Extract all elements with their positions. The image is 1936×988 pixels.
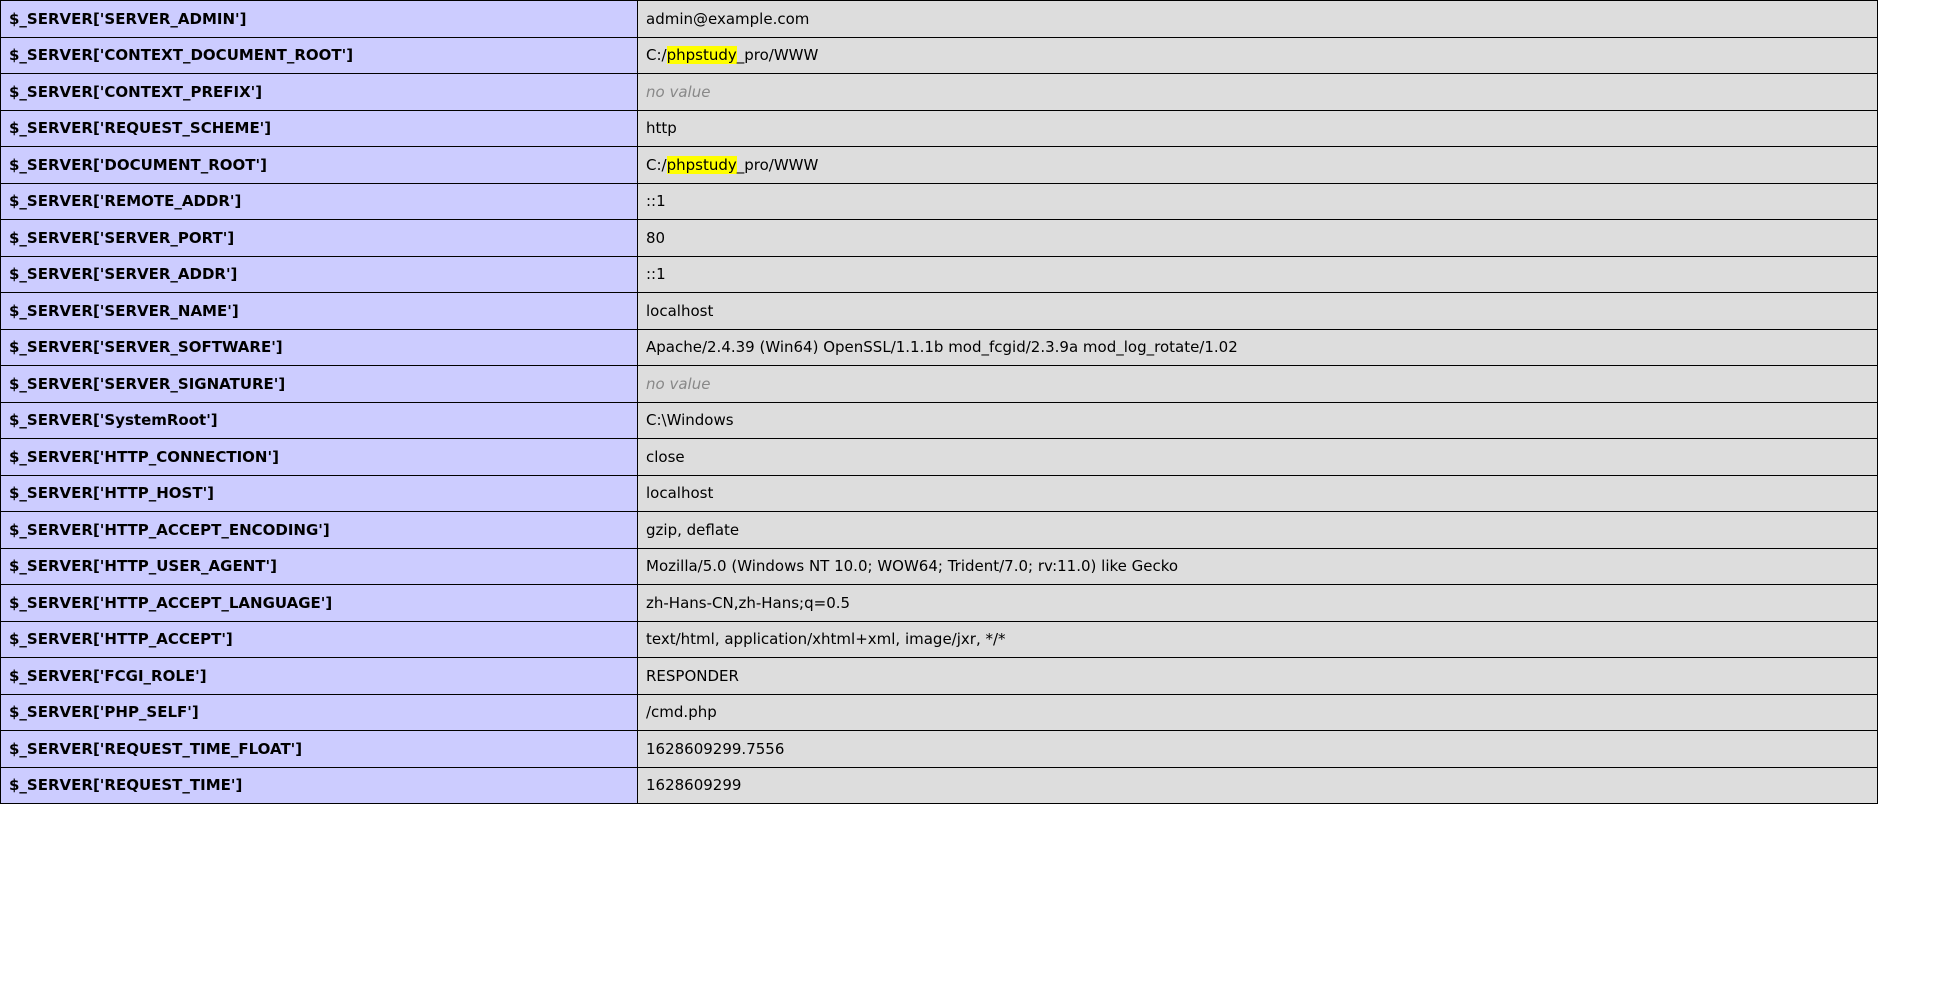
variable-value-cell: gzip, deflate	[638, 512, 1878, 549]
variable-value-cell: text/html, application/xhtml+xml, image/jxr, */*	[638, 621, 1878, 658]
table-row	[1, 621, 1878, 658]
table-row	[1, 293, 1878, 330]
table-row	[1, 658, 1878, 695]
table-row	[1, 548, 1878, 585]
variable-value-cell: admin@example.com	[638, 1, 1878, 38]
variable-value-cell: C:\Windows	[638, 402, 1878, 439]
variable-name-cell: $_SERVER['SERVER_ADDR']	[1, 256, 638, 293]
search-highlight: phpstudy	[666, 46, 737, 65]
table-row	[1, 402, 1878, 439]
variable-value-cell	[638, 147, 1878, 184]
search-highlight: phpstudy	[666, 155, 737, 174]
variable-value-cell: 1628609299.7556	[638, 731, 1878, 768]
variable-value-cell	[638, 37, 1878, 74]
variable-value-cell	[638, 366, 1878, 403]
table-row	[1, 694, 1878, 731]
table-row	[1, 183, 1878, 220]
variable-name-cell: $_SERVER['REQUEST_SCHEME']	[1, 110, 638, 147]
table-row	[1, 329, 1878, 366]
variable-name-cell: $_SERVER['REMOTE_ADDR']	[1, 183, 638, 220]
table-row	[1, 439, 1878, 476]
variable-name-cell: $_SERVER['HTTP_CONNECTION']	[1, 439, 638, 476]
variable-name-cell: $_SERVER['HTTP_HOST']	[1, 475, 638, 512]
table-row	[1, 256, 1878, 293]
table-row	[1, 1, 1878, 38]
no-value-label: no value	[646, 374, 711, 393]
variable-value-cell: Apache/2.4.39 (Win64) OpenSSL/1.1.1b mod_fcgid/2.3.9a mod_log_rotate/1.02	[638, 329, 1878, 366]
variable-name-cell: $_SERVER['PHP_SELF']	[1, 694, 638, 731]
table-row	[1, 220, 1878, 257]
value-text-suffix: _pro/WWW	[736, 46, 819, 65]
table-row	[1, 147, 1878, 184]
variable-value-cell: 1628609299	[638, 767, 1878, 804]
no-value-label: no value	[646, 82, 711, 101]
variable-name-cell: $_SERVER['CONTEXT_DOCUMENT_ROOT']	[1, 37, 638, 74]
variable-value-cell: ::1	[638, 256, 1878, 293]
variable-value-cell: localhost	[638, 293, 1878, 330]
variable-name-cell: $_SERVER['CONTEXT_PREFIX']	[1, 74, 638, 111]
variable-name-cell: $_SERVER['REQUEST_TIME']	[1, 767, 638, 804]
variable-value-cell: /cmd.php	[638, 694, 1878, 731]
value-text-suffix: _pro/WWW	[736, 155, 819, 174]
variable-value-cell	[638, 74, 1878, 111]
variable-value-cell: ::1	[638, 183, 1878, 220]
variable-name-cell: $_SERVER['HTTP_ACCEPT_LANGUAGE']	[1, 585, 638, 622]
variable-name-cell: $_SERVER['SERVER_SIGNATURE']	[1, 366, 638, 403]
variable-name-cell: $_SERVER['SERVER_PORT']	[1, 220, 638, 257]
variable-name-cell: $_SERVER['SERVER_SOFTWARE']	[1, 329, 638, 366]
table-row	[1, 366, 1878, 403]
variable-value-cell: RESPONDER	[638, 658, 1878, 695]
variable-name-cell: $_SERVER['HTTP_ACCEPT']	[1, 621, 638, 658]
value-text-prefix: C:/	[646, 155, 667, 174]
variable-name-cell: $_SERVER['HTTP_ACCEPT_ENCODING']	[1, 512, 638, 549]
table-row	[1, 585, 1878, 622]
variable-value-cell: localhost	[638, 475, 1878, 512]
variable-value-cell: Mozilla/5.0 (Windows NT 10.0; WOW64; Trident/7.0; rv:11.0) like Gecko	[638, 548, 1878, 585]
variable-value-cell: close	[638, 439, 1878, 476]
table-row	[1, 731, 1878, 768]
value-text-prefix: C:/	[646, 46, 667, 65]
table-row	[1, 512, 1878, 549]
variable-name-cell: $_SERVER['FCGI_ROLE']	[1, 658, 638, 695]
variable-value-cell: http	[638, 110, 1878, 147]
variable-name-cell: $_SERVER['SERVER_NAME']	[1, 293, 638, 330]
variable-value-cell: 80	[638, 220, 1878, 257]
variable-value-cell: zh-Hans-CN,zh-Hans;q=0.5	[638, 585, 1878, 622]
variable-name-cell: $_SERVER['SystemRoot']	[1, 402, 638, 439]
variable-name-cell: $_SERVER['SERVER_ADMIN']	[1, 1, 638, 38]
variable-name-cell: $_SERVER['DOCUMENT_ROOT']	[1, 147, 638, 184]
table-row	[1, 475, 1878, 512]
table-row	[1, 74, 1878, 111]
table-row	[1, 767, 1878, 804]
variable-name-cell: $_SERVER['REQUEST_TIME_FLOAT']	[1, 731, 638, 768]
table-row	[1, 110, 1878, 147]
php-variables-tbody	[1, 1, 1878, 804]
table-row	[1, 37, 1878, 74]
variable-name-cell: $_SERVER['HTTP_USER_AGENT']	[1, 548, 638, 585]
